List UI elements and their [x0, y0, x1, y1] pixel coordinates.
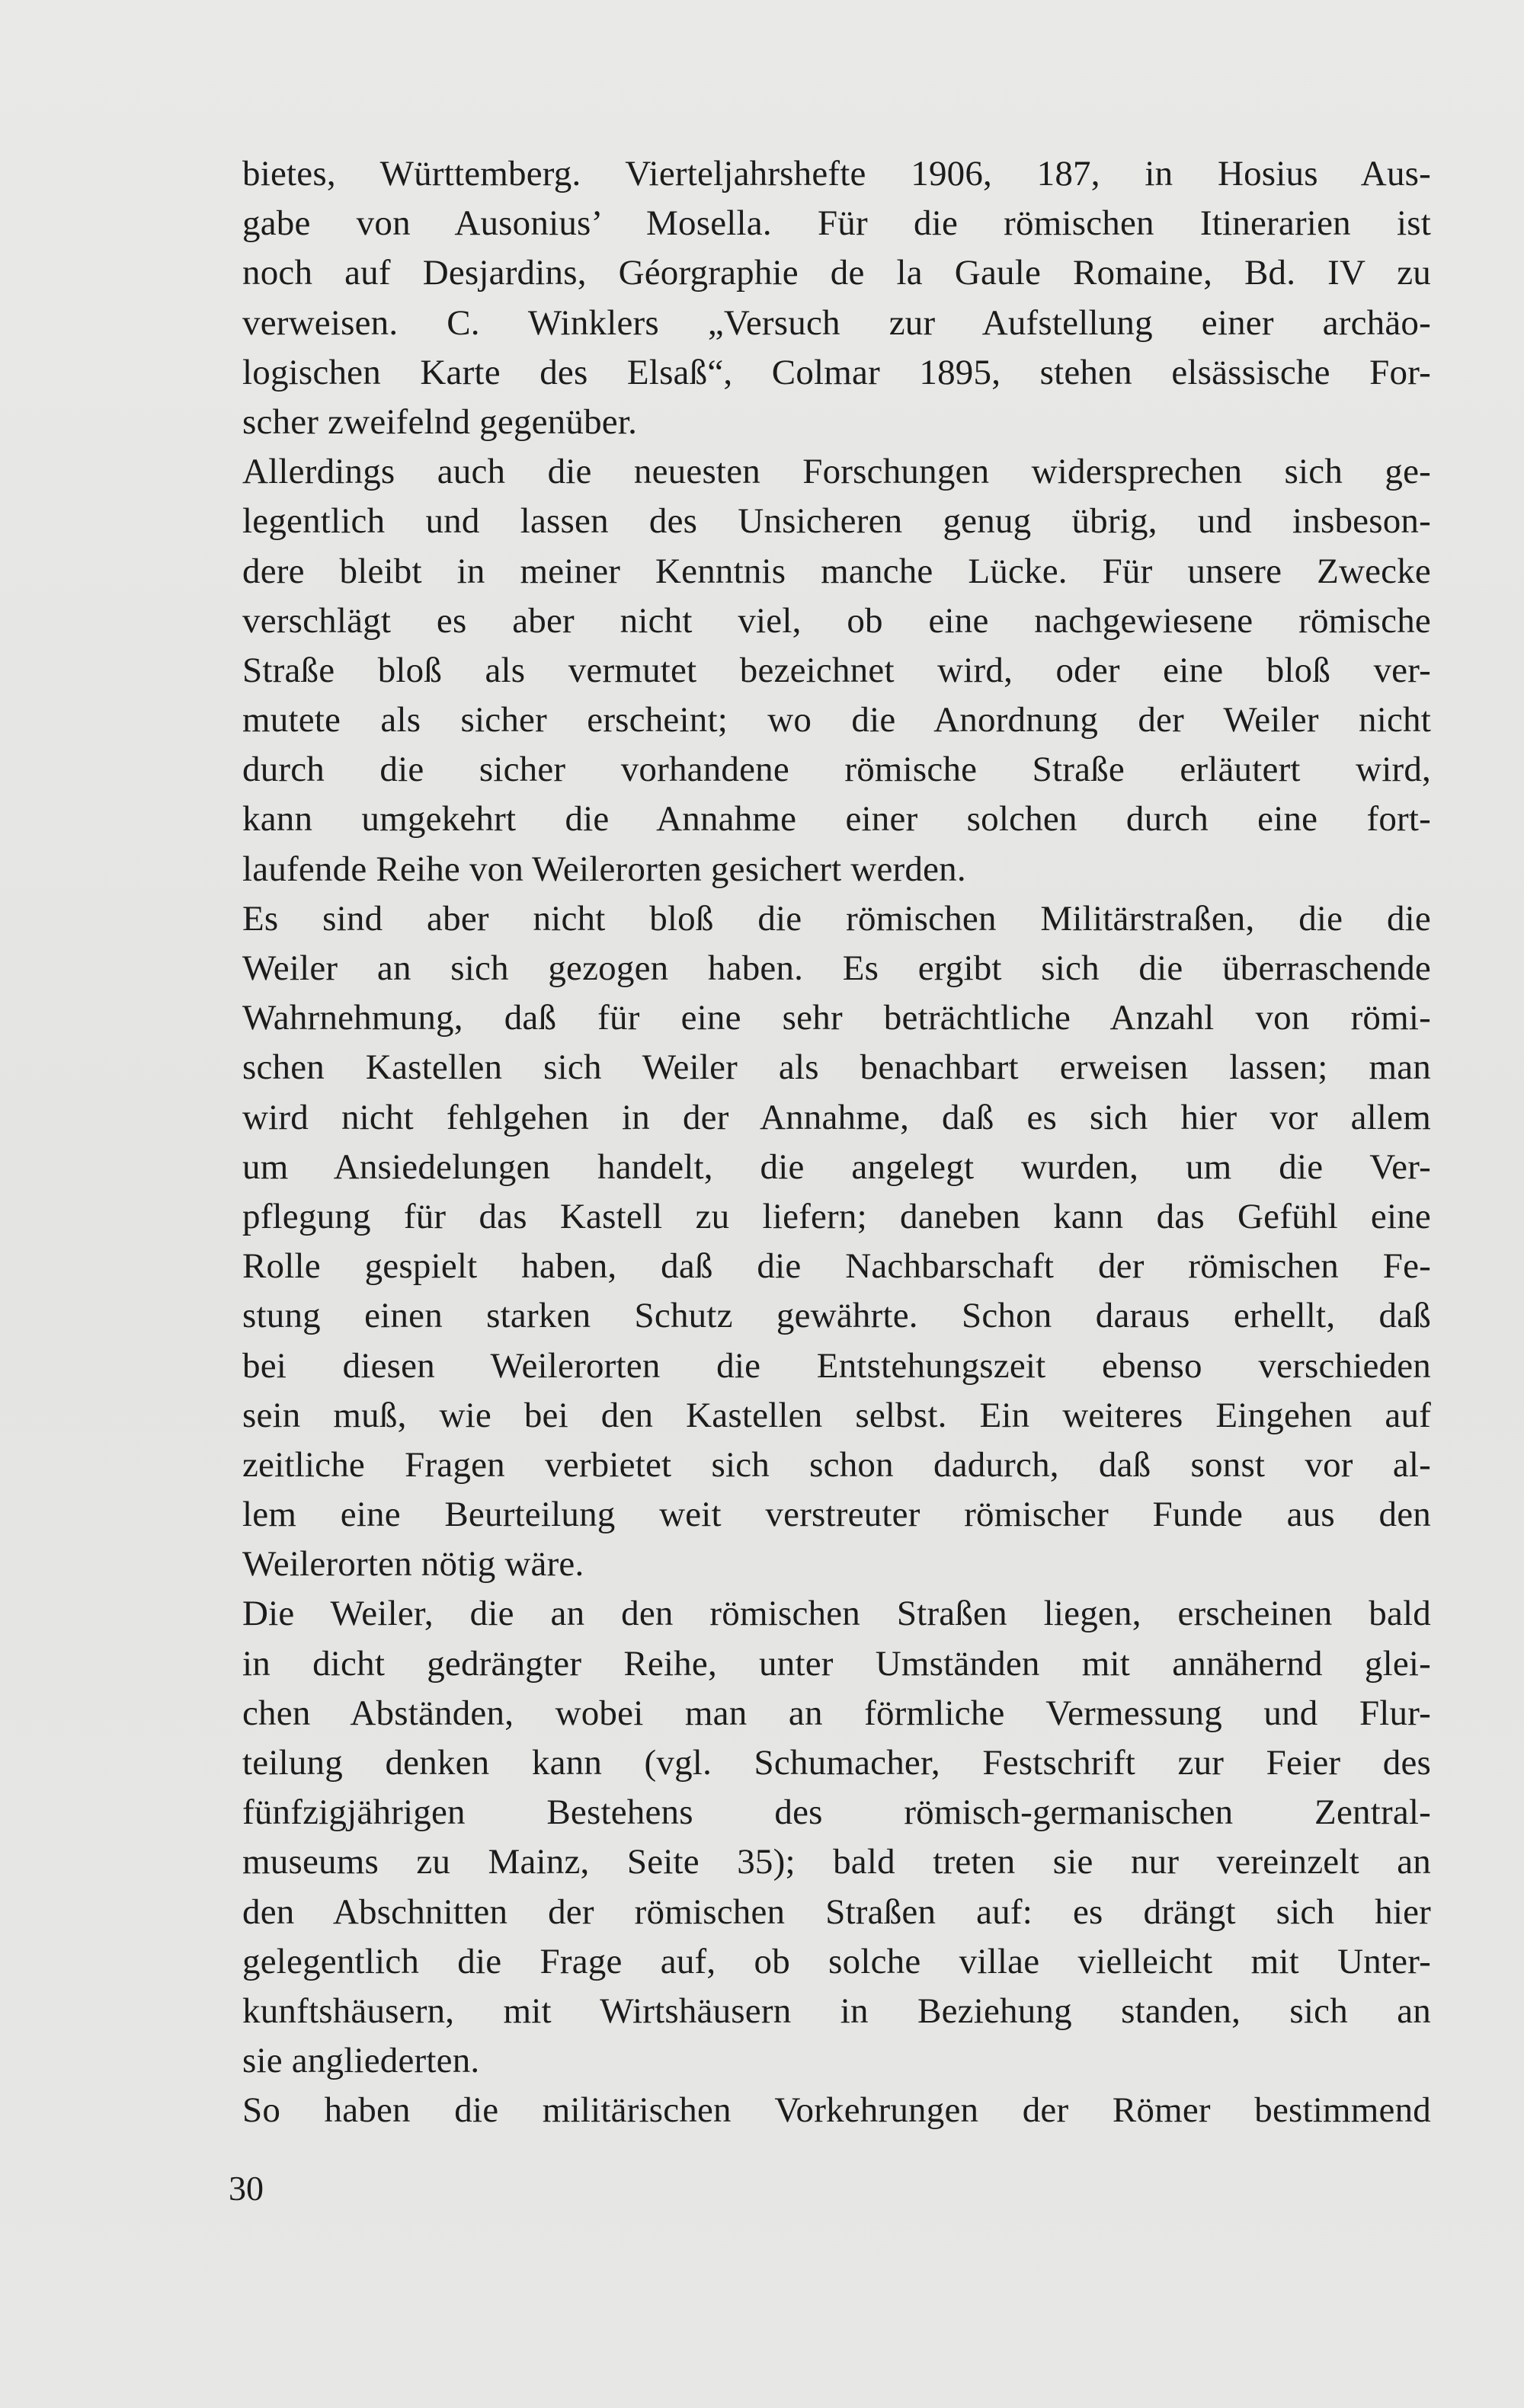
text-line: Es sind aber nicht bloß die römischen Militärstraßen, die die [242, 898, 1431, 939]
text-line: verweisen. C. Winklers „Versuch zur Aufstellung einer archäo- [242, 302, 1431, 343]
text-line: kunftshäusern, mit Wirtshäusern in Beziehung standen, sich an [242, 1991, 1431, 2031]
text-line: mutete als sicher erscheint; wo die Anordnung der Weiler nicht [242, 700, 1431, 740]
text-line: verschlägt es aber nicht viel, ob eine nachgewiesene römische [242, 600, 1431, 641]
page-number: 30 [229, 2169, 264, 2208]
body-text [242, 149, 1431, 2136]
text-line: gabe von Ausonius’ Mosella. Für die römischen Itinerarien ist [242, 203, 1431, 244]
text-line: durch die sicher vorhandene römische Straße erläutert wird, [242, 750, 1431, 790]
text-line: museums zu Mainz, Seite 35); bald treten sie nur vereinzelt an [242, 1842, 1431, 1882]
text-line: um Ansiedelungen handelt, die angelegt wurden, um die Ver- [242, 1146, 1431, 1187]
text-line: sie angliederten. [242, 2041, 480, 2081]
text-line: lem eine Beurteilung weit verstreuter römischer Funde aus den [242, 1495, 1431, 1535]
text-line: Wahrnehmung, daß für eine sehr beträchtliche Anzahl von römi- [242, 998, 1431, 1038]
text-line: Weilerorten nötig wäre. [242, 1544, 584, 1585]
text-line: gelegentlich die Frage auf, ob solche villae vielleicht mit Unter- [242, 1941, 1431, 1981]
text-line: kann umgekehrt die Annahme einer solchen durch eine fort- [242, 799, 1431, 839]
text-line: teilung denken kann (vgl. Schumacher, Festschrift zur Feier des [242, 1743, 1431, 1783]
text-line: in dicht gedrängter Reihe, unter Umständen mit annähernd glei- [242, 1643, 1431, 1684]
text-line: Weiler an sich gezogen haben. Es ergibt sich die überraschende [242, 948, 1431, 988]
text-line: Rolle gespielt haben, daß die Nachbarschaft der römischen Fe- [242, 1246, 1431, 1287]
text-line: logischen Karte des Elsaß“, Colmar 1895, stehen elsässische For- [242, 352, 1431, 392]
text-line: bei diesen Weilerorten die Entstehungszeit ebenso verschieden [242, 1345, 1431, 1386]
text-line: schen Kastellen sich Weiler als benachbart erweisen lassen; man [242, 1047, 1431, 1088]
text-line: fünfzigjährigen Bestehens des römisch-germanischen Zentral- [242, 1792, 1431, 1833]
text-line: bietes, Württemberg. Vierteljahrshefte 1906, 187, in Hosius Aus- [242, 154, 1431, 193]
text-line: dere bleibt in meiner Kenntnis manche Lücke. Für unsere Zwecke [242, 551, 1431, 591]
text-line: den Abschnitten der römischen Straßen auf: es drängt sich hier [242, 1892, 1431, 1932]
text-line: chen Abständen, wobei man an förmliche Vermessung und Flur- [242, 1693, 1431, 1733]
text-line: sein muß, wie bei den Kastellen selbst. Ein weiteres Eingehen auf [242, 1395, 1431, 1435]
text-line: wird nicht fehlgehen in der Annahme, daß es sich hier vor allem [242, 1097, 1431, 1137]
text-line: legentlich und lassen des Unsicheren genug übrig, und insbeson- [242, 501, 1431, 542]
text-line: pflegung für das Kastell zu liefern; daneben kann das Gefühl eine [242, 1196, 1431, 1236]
text-line: zeitliche Fragen verbietet sich schon dadurch, daß sonst vor al- [242, 1444, 1431, 1485]
text-line: stung einen starken Schutz gewährte. Schon daraus erhellt, daß [242, 1296, 1431, 1336]
text-line: So haben die militärischen Vorkehrungen der Römer bestimmend [242, 2090, 1431, 2131]
text-line: noch auf Desjardins, Géorgraphie de la Gaule Romaine, Bd. IV zu [242, 253, 1431, 293]
text-line: laufende Reihe von Weilerorten gesichert werden. [242, 849, 966, 889]
text-line: Straße bloß als vermutet bezeichnet wird, oder eine bloß ver- [242, 650, 1431, 690]
text-line: scher zweifelnd gegenüber. [242, 401, 638, 442]
text-line: Die Weiler, die an den römischen Straßen liegen, erscheinen bald [242, 1594, 1431, 1634]
text-line: Allerdings auch die neuesten Forschungen widersprechen sich ge- [242, 452, 1431, 492]
